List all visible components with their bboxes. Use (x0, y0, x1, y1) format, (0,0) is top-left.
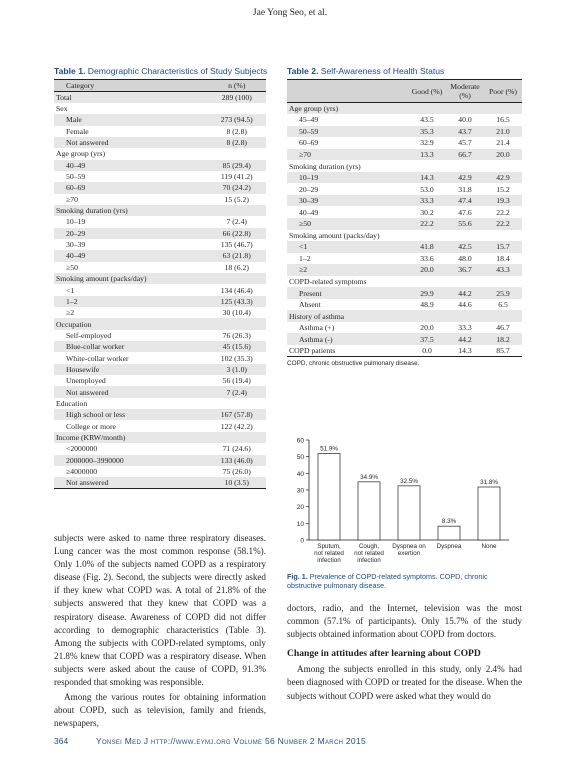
table-row (287, 183, 522, 195)
table-row (54, 239, 266, 250)
table-2-cell-value: 14.3 (458, 346, 472, 355)
table-row (54, 341, 266, 352)
table-1-cell-label: ≥4000000 (66, 467, 98, 477)
bar (358, 482, 380, 540)
table-1-cell-value (207, 318, 266, 329)
table-2-cell-label: Smoking duration (yrs) (289, 161, 361, 171)
table-row (54, 92, 266, 103)
table-row (54, 182, 266, 193)
x-category-label (392, 543, 426, 557)
table-row (54, 398, 266, 409)
table-row (54, 307, 266, 318)
x-category-label-line: exertion (397, 550, 421, 557)
table-1-cell-label: <2000000 (66, 444, 98, 454)
table-2-cell-value: 21.0 (484, 126, 522, 138)
table-2-cell-value: 46.7 (496, 323, 510, 333)
table-2-cell-label: COPD patients (289, 346, 336, 355)
table-2-cell-value: 35.3 (408, 126, 446, 138)
table-2-cell-value (408, 276, 446, 288)
table-1-cell-value (207, 398, 266, 409)
table-row (287, 218, 522, 230)
table-2-cell-value (446, 310, 484, 322)
table-1-cell-value: 56 (19.4) (222, 376, 251, 386)
journal-footer: Yonsei Med J http://www.eymj.org Volume 56 Number 2 March 2015 (96, 736, 366, 746)
table-row (54, 432, 266, 443)
table-1-cell-value: 122 (42.2) (220, 421, 253, 431)
table-1-cell-label: Smoking duration (yrs) (54, 205, 207, 216)
x-category-label-line: Cough, (358, 543, 380, 550)
x-category-label-line: Dyspnea (436, 543, 462, 550)
table-2-cell-value: 29.9 (408, 287, 446, 299)
table-1-cell-value: 102 (35.3) (220, 353, 253, 363)
table-1-cell-value: 119 (41.2) (220, 172, 253, 182)
table-2-grid (287, 79, 522, 357)
table-2-cell-value (484, 160, 522, 172)
table-1-cell-value: 10 (3.5) (207, 477, 266, 488)
table-row (54, 250, 266, 261)
table-1-cell-value: 63 (21.8) (207, 250, 266, 261)
bar-data-label: 31.8% (480, 479, 498, 486)
table-1-cell-label: Total (54, 92, 207, 103)
bar-data-label: 51.9% (320, 445, 338, 453)
table-2-cell-label: History of asthma (287, 310, 408, 322)
table-row (287, 253, 522, 265)
table-2-cell-value: 53.0 (420, 184, 434, 194)
table-1-cell-label: 2000000–3990000 (54, 455, 207, 466)
table-row (54, 171, 266, 182)
x-category-label-line: Dyspnea on (392, 543, 426, 550)
table-row (54, 205, 266, 216)
body-paragraph: doctors, radio, and the Internet, television was the most common (57.1% of participants). Only 15.7% of the study subjects obtained information about COPD from doctors. (287, 603, 522, 640)
table-2-cell-label: 45–49 (299, 115, 319, 125)
table-row (287, 230, 522, 242)
table-1-cell-value (207, 273, 266, 284)
table-2-cell-value: 41.8 (408, 241, 446, 253)
table-2-cell-value (484, 276, 522, 288)
body-paragraph: subjects were asked to name three respiratory diseases. Lung cancer was the most common response (58.1%). Only 1.0% of the subjects named COPD as a respiratory disease (Fig. 2). Second, the subjects were directly asked if they knew what COPD was. A total of 21.8% of the subjects answered that they knew that COPD was a respiratory disease. Awareness of COPD did not differ according to demographic characteristics (Table 3). Among the subjects with COPD-related symptoms, only 21.8% knew that COPD was a respiratory disease. When subjects were asked about the cause of COPD, 91.3% responded that smoking was responsible. (54, 533, 266, 688)
table-1-cell-value: 167 (57.8) (207, 409, 266, 420)
table-2-cell-label: 50–59 (287, 126, 408, 138)
y-tick-label: 10 (296, 520, 304, 528)
table-row (54, 477, 266, 488)
page-number: 364 (54, 736, 69, 746)
table-2-cell-value (446, 276, 484, 288)
table-1-cell-label: 30–39 (66, 240, 86, 250)
table-2-cell-value: 48.9 (420, 300, 434, 310)
table-2-cell-label: COPD-related symptoms (289, 276, 367, 286)
table-1-cell-label: Income (KRW/month) (54, 432, 207, 443)
table-1-cell-label: <1 (66, 285, 75, 295)
table-2-cell-value: 21.4 (496, 138, 510, 148)
table-2-cell-value: 45.7 (458, 138, 472, 148)
table-row (54, 114, 266, 125)
table-2-cell-value: 19.3 (484, 195, 522, 207)
table-row (54, 160, 266, 171)
table-2-cell-label: <1 (287, 241, 408, 253)
table-row (54, 443, 266, 454)
table-1-cell-value: 30 (10.4) (222, 308, 251, 318)
table-row (54, 466, 266, 477)
table-row (54, 318, 266, 329)
table-1-cell-label: Unemployed (66, 376, 106, 386)
table-row (287, 195, 522, 207)
table-1-cell-value: 135 (46.7) (220, 240, 253, 250)
table-1-cell-value: 133 (46.0) (207, 455, 266, 466)
table-row (287, 103, 522, 115)
table-1-cell-label: White-collar worker (66, 353, 129, 363)
table-1-cell-value: 3 (1.0) (207, 364, 266, 375)
table-1-cell-label: 40–49 (54, 160, 207, 171)
table-1-cell-value: 289 (100) (207, 92, 266, 103)
table-2-caption: Table 2. Self-Awareness of Health Status (287, 66, 445, 76)
table-1-cell-value: 18 (6.2) (224, 262, 249, 272)
table-1-cell-label: Smoking amount (packs/day) (54, 273, 207, 284)
table-2-cell-value: 22.2 (496, 207, 510, 217)
table-2-cell-label: 20–29 (299, 184, 319, 194)
bar (318, 454, 340, 541)
table-2-cell-value: 44.6 (458, 300, 472, 310)
table-2-cell-value: 66.7 (446, 149, 484, 161)
table-2-cell-value: 20.0 (408, 264, 446, 276)
table-1-cell-value: 45 (15.6) (207, 341, 266, 352)
table-row (54, 352, 266, 363)
table-1-cell-label: Education (56, 398, 88, 408)
table-1-cell-value (207, 432, 266, 443)
x-category-label-line: infection (357, 557, 381, 564)
x-category-label (481, 543, 497, 550)
table-1-cell-label: Sex (56, 104, 68, 114)
table-row (54, 148, 266, 159)
table-1-cell-value: 76 (26.3) (222, 330, 251, 340)
table-2-cell-value: 33.6 (420, 253, 434, 263)
table-1-cell-value: 71 (24.6) (222, 444, 251, 454)
table-row (54, 409, 266, 420)
table-2-cell-value (446, 230, 484, 242)
table-row (287, 299, 522, 311)
table-2-cell-value: 85.7 (496, 346, 510, 355)
table-1-cell-value: 7 (2.4) (207, 386, 266, 397)
section-heading: Change in attitudes after learning about COPD (287, 648, 481, 660)
table-1-cell-label: College or more (66, 421, 116, 431)
x-category-label-line: not related (314, 550, 344, 557)
table-2-cell-label: 1–2 (299, 253, 311, 263)
y-tick-label: 50 (296, 454, 304, 462)
table-1-cell-label: High school or less (54, 409, 207, 420)
table-1-caption: Table 1. Demographic Characteristics of Study Subjects (54, 66, 268, 76)
table-2-cell-label: Smoking amount (packs/day) (289, 230, 380, 240)
table-2-cell-value: 42.5 (446, 241, 484, 253)
table-2-cell-label: ≥70 (287, 149, 408, 161)
bar (438, 526, 460, 540)
table-2-cell-label: 10–19 (287, 172, 408, 184)
table-2-cell-value: 15.7 (484, 241, 522, 253)
table-row (287, 137, 522, 149)
table-row (54, 137, 266, 148)
table-row (54, 262, 266, 273)
running-head: Jae Yong Seo, et al. (252, 8, 328, 18)
table-2 (287, 66, 522, 367)
table-1-cell-label: Male (54, 114, 207, 125)
table-2-cell-value: 16.5 (496, 115, 510, 125)
table-2-cell-value: 43.3 (484, 264, 522, 276)
table-2-cell-value: 20.0 (420, 323, 434, 333)
x-category-label-line: infection (317, 557, 341, 564)
table-1-grid (54, 79, 266, 489)
table-2-cell-value: 40.0 (458, 115, 472, 125)
table-1-cell-label: Self-employed (66, 330, 112, 340)
body-column-right (287, 602, 522, 705)
table-1-cell-value: 70 (24.2) (207, 182, 266, 193)
table-2-cell-value (484, 103, 522, 115)
table-1-cell-value: 273 (94.5) (207, 114, 266, 125)
table-1-cell-value: 125 (43.3) (207, 296, 266, 307)
table-2-cell-value: 13.3 (408, 149, 446, 161)
figure-1-caption: Fig. 1. Prevalence of COPD-related symptoms. COPD, chronic obstructive pulmonary disease. (287, 572, 488, 591)
table-1-cell-label: Housewife (54, 364, 207, 375)
table-2-cell-value: 55.6 (446, 218, 484, 230)
table-2-cell-value: 47.6 (458, 207, 472, 217)
table-row (54, 375, 266, 386)
table-2-header-poor: Poor (%) (484, 80, 522, 103)
table-2-header-good: Good (%) (408, 80, 446, 103)
bar-data-label: 32.5% (400, 477, 418, 485)
table-2-cell-value: 44.2 (446, 287, 484, 299)
table-2-cell-value: 18.2 (484, 333, 522, 345)
table-2-cell-value: 44.2 (446, 333, 484, 345)
body-paragraph: Among the subjects enrolled in this study, only 2.4% had been diagnosed with COPD or treated for the disease. When the subjects without COPD were asked what they would do (287, 664, 522, 701)
table-1-cell-label: 10–19 (66, 217, 86, 227)
table-row (287, 264, 522, 276)
bar-data-label: 8.3% (441, 518, 457, 526)
table-2-cell-value: 36.7 (446, 264, 484, 276)
table-2-cell-value (446, 103, 484, 115)
table-row (54, 103, 266, 114)
table-2-cell-label: Asthma (-) (287, 333, 408, 345)
table-2-header-blank (287, 80, 408, 103)
table-2-cell-value (484, 310, 522, 322)
table-2-cell-label: Present (287, 287, 408, 299)
table-row (287, 126, 522, 138)
table-1-cell-value: 8 (2.8) (226, 126, 247, 136)
x-category-label (437, 543, 462, 550)
table-2-cell-value (484, 230, 522, 242)
table-1-cell-label: Female (66, 126, 89, 136)
table-2-cell-value: 30.2 (420, 207, 434, 217)
x-category-label-line: Sputum, (317, 543, 341, 550)
x-category-label-line: None (481, 543, 497, 550)
x-category-label-line: not related (354, 550, 384, 557)
table-row (287, 241, 522, 253)
table-row (54, 420, 266, 431)
table-1-cell-label: 20–29 (54, 228, 207, 239)
table-1-header-category: Category (54, 80, 207, 92)
table-1-cell-label: Not answered (54, 137, 207, 148)
table-1-cell-label: Not answered (54, 386, 207, 397)
table-1-cell-label: Age group (yrs) (56, 149, 106, 159)
table-2-cell-label: 40–49 (299, 207, 319, 217)
bar-data-label: 34.9% (360, 473, 378, 481)
table-row (54, 216, 266, 227)
table-2-cell-value: 25.9 (484, 287, 522, 299)
table-1-cell-value: 134 (46.4) (220, 285, 253, 295)
table-2-cell-value: 43.5 (420, 115, 434, 125)
table-row (287, 149, 522, 161)
table-row (54, 228, 266, 239)
table-2-cell-value: 42.9 (484, 172, 522, 184)
table-1-cell-label: ≥50 (66, 262, 78, 272)
table-1-cell-label: 60–69 (54, 182, 207, 193)
x-category-label (314, 543, 344, 564)
table-1-cell-label: ≥2 (66, 308, 75, 318)
table-2-cell-label: 30–39 (287, 195, 408, 207)
table-1-cell-label: ≥70 (66, 194, 78, 204)
bar (478, 487, 500, 540)
table-2-cell-label: Absent (299, 300, 321, 310)
table-2-cell-value (408, 160, 446, 172)
table-row (287, 310, 522, 322)
table-row (287, 287, 522, 299)
table-2-cell-value: 31.8 (458, 184, 472, 194)
table-2-cell-value: 48.0 (458, 253, 472, 263)
table-1-cell-value: 15 (5.2) (224, 194, 249, 204)
table-2-cell-value: 0.0 (422, 346, 432, 355)
table-2-cell-value: 22.2 (408, 218, 446, 230)
table-row (287, 206, 522, 218)
table-row (287, 114, 522, 126)
table-2-cell-value (408, 310, 446, 322)
table-row (54, 330, 266, 341)
table-1-header-n: n (%) (207, 80, 266, 92)
table-2-header-moderate: Moderate (%) (446, 80, 484, 103)
table-2-cell-value: 33.3 (458, 323, 472, 333)
table-2-cell-label: Age group (yrs) (287, 103, 408, 115)
table-row (54, 296, 266, 307)
table-row (287, 276, 522, 288)
table-2-cell-value: 43.7 (446, 126, 484, 138)
table-2-cell-label: ≥50 (287, 218, 408, 230)
table-1 (54, 66, 266, 489)
table-1-cell-value: 66 (22.8) (207, 228, 266, 239)
table-row (287, 345, 522, 357)
table-1-cell-label: 50–59 (66, 172, 86, 182)
y-tick-label: 40 (296, 470, 304, 478)
table-row (54, 284, 266, 295)
y-tick-label: 30 (296, 487, 304, 495)
table-2-cell-value (408, 230, 446, 242)
table-1-cell-value (207, 148, 266, 159)
table-2-cell-value (446, 160, 484, 172)
table-1-cell-label: Blue-collar worker (54, 341, 207, 352)
table-2-cell-value: 15.2 (496, 184, 510, 194)
table-2-cell-value (408, 103, 446, 115)
table-1-cell-value: 8 (2.8) (207, 137, 266, 148)
table-row (54, 386, 266, 397)
table-row (54, 194, 266, 205)
table-2-cell-value: 14.3 (408, 172, 446, 184)
body-column-left (54, 532, 266, 732)
y-tick-label: 0 (300, 537, 304, 545)
table-1-cell-value: 75 (26.0) (222, 467, 251, 477)
x-category-label (354, 543, 384, 564)
table-row (54, 455, 266, 466)
bar (398, 486, 420, 540)
table-2-cell-value: 22.2 (484, 218, 522, 230)
table-1-cell-label: 40–49 (54, 250, 207, 261)
table-row (54, 364, 266, 375)
table-2-cell-label: ≥2 (287, 264, 408, 276)
table-2-cell-value: 18.4 (496, 253, 510, 263)
table-1-cell-value (207, 103, 266, 114)
table-2-cell-value: 33.3 (408, 195, 446, 207)
table-2-cell-label: Asthma (+) (299, 323, 335, 333)
table-1-cell-label: 1–2 (54, 296, 207, 307)
y-tick-label: 60 (296, 437, 304, 445)
table-2-cell-value: 47.4 (446, 195, 484, 207)
table-row (287, 160, 522, 172)
table-2-cell-value: 32.9 (420, 138, 434, 148)
table-1-cell-value: 7 (2.4) (226, 217, 247, 227)
table-row (287, 172, 522, 184)
table-1-cell-label: Occupation (54, 318, 207, 329)
table-2-cell-value: 42.9 (446, 172, 484, 184)
table-2-cell-value: 6.5 (498, 300, 508, 310)
table-row (287, 322, 522, 334)
body-paragraph: Among the various routes for obtaining information about COPD, such as television, family and friends, newspapers, (54, 692, 266, 729)
table-1-cell-label: Not answered (54, 477, 207, 488)
y-tick-label: 20 (296, 504, 304, 512)
table-2-footnote: COPD, chronic obstructive pulmonary disease. (287, 360, 420, 368)
table-row (54, 126, 266, 137)
table-1-cell-value (207, 205, 266, 216)
table-2-cell-value: 20.0 (484, 149, 522, 161)
table-2-cell-value: 37.5 (408, 333, 446, 345)
table-1-cell-value: 85 (29.4) (207, 160, 266, 171)
table-2-cell-label: 60–69 (299, 138, 319, 148)
table-row (287, 333, 522, 345)
table-row (54, 273, 266, 284)
